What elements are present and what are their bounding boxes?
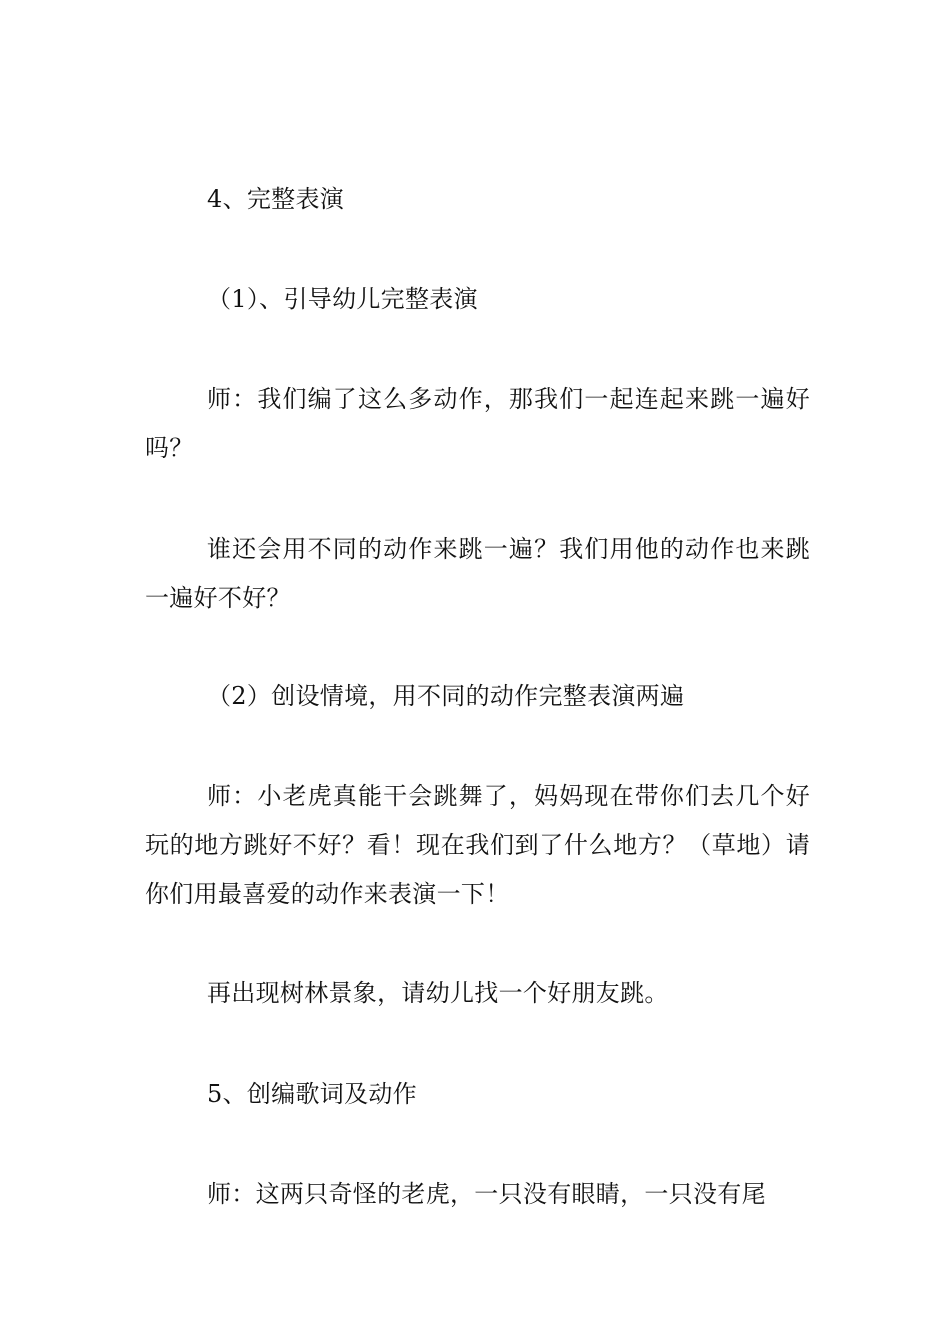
teacher-dialogue-paragraph-1: 师：我们编了这么多动作，那我们一起连起来跳一遍好吗？ xyxy=(145,385,810,462)
scene-instruction-paragraph: 再出现树林景象，请幼儿找一个好朋友跳。 xyxy=(207,979,669,1007)
teacher-dialogue-paragraph-2: 师：小老虎真能干会跳舞了，妈妈现在带你们去几个好玩的地方跳好不好？看！现在我们到了什么地方？（草地）请你们用最喜爱的动作来表演一下！ xyxy=(145,782,810,908)
subsection-heading-2: （2）创设情境，用不同的动作完整表演两遍 xyxy=(207,682,685,710)
section-heading-5: 5、创编歌词及动作 xyxy=(207,1080,417,1108)
section-heading-4: 4、完整表演 xyxy=(207,185,345,213)
question-paragraph: 谁还会用不同的动作来跳一遍？我们用他的动作也来跳一遍好不好？ xyxy=(145,535,810,612)
subsection-heading-1: （1）、引导幼儿完整表演 xyxy=(207,285,478,313)
teacher-dialogue-paragraph-3: 师：这两只奇怪的老虎，一只没有眼睛，一只没有尾 xyxy=(207,1180,766,1208)
